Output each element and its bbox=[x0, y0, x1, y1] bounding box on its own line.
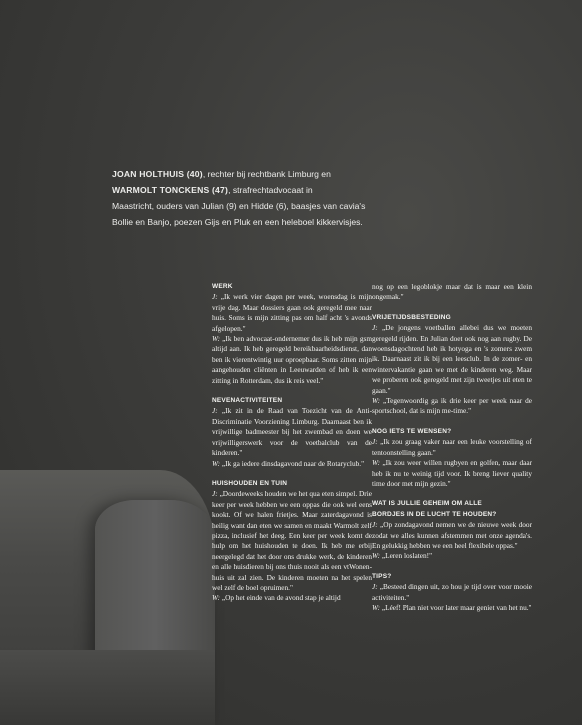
intro-line-2: WARMOLT TONCKENS (47), strafrechtadvocaat in bbox=[112, 185, 313, 195]
paragraph bbox=[212, 406, 372, 458]
speaker-initial: W: bbox=[212, 334, 221, 344]
paragraph-text: „Besteed dingen uit, zo hou je tijd over voor mooie activiteiten." bbox=[372, 582, 532, 602]
paragraph-text: „Ik zou weer willen rugbyen en golfen, maar daar heb ik nu te weinig tijd voor. Ik breng liever quality time door met mijn gezin." bbox=[372, 458, 532, 488]
paragraph bbox=[212, 459, 372, 469]
speaker-initial: J: bbox=[372, 582, 378, 592]
paragraph bbox=[212, 334, 372, 386]
section-heading: WAT IS JULLIE GEHEIM OM ALLE bbox=[372, 500, 482, 508]
paragraph-text: „Doordeweeks houden we het qua eten simpel. Drie keer per week hebben we een oppas die ook wel eens kookt. Of we halen frietjes. Maar zaterdagavond is heilig want dan eten we samen en maakt Warmolt zelf pizza, inclusief het deeg. Een keer per week komt de hulp om het huishouden te doen. Ik heb me erbij neergelegd dat het door ons drukke werk, de kinderen en alle huisdieren bij ons thuis nooit als een vtWonen-huis uit zal zien. De kinderen moeten na het spelen wel zelf de boel opruimen." bbox=[212, 489, 372, 592]
speaker-initial: W: bbox=[372, 551, 381, 561]
paragraph bbox=[372, 458, 532, 489]
article-column-left bbox=[212, 282, 372, 604]
paragraph bbox=[372, 282, 532, 303]
paragraph bbox=[372, 520, 532, 551]
section-heading: HUISHOUDEN EN TUIN bbox=[212, 479, 288, 487]
speaker-initial: W: bbox=[372, 458, 381, 468]
paragraph-text: „Ik werk vier dagen per week, woensdag is mijn vrije dag. Maar dossiers gaan ook geregeld mee naar huis. Soms is mijn zitting pas om half acht 's avonds afgelopen." bbox=[212, 292, 372, 333]
speaker-initial: J: bbox=[212, 292, 218, 302]
paragraph-text: „Ik ga iedere dinsdagavond naar de Rotaryclub." bbox=[220, 458, 365, 468]
paragraph-text: „De jongens voetballen allebei dus we moeten geregeld rijden. En Julian doet ook nog aan rugby. De woensdagochtend heb ik hotyoga en 's zomers zwem ik. Daarnaast zit ik bij een leesclub. In de zomer- en wintervakantie gaan we met de kinderen weg. Maar we proberen ook geregeld met zijn tweetjes uit eten te gaan." bbox=[372, 323, 532, 395]
paragraph-text: „Ik ben advocaat-ondernemer dus ik heb mijn gsm altijd aan. Ik heb geregeld bereikbaarheidsdienst, dan ben ik vierentwintig uur oproepbaar. Soms zitten mijn aangehouden cliënten in Leeuwarden of heb ik een zitting in Rotterdam, dus ik reis veel." bbox=[212, 334, 372, 385]
section-heading: WERK bbox=[212, 283, 233, 290]
section-heading: TIPS? bbox=[372, 572, 392, 580]
section-heading: NEVENACTIVITEITEN bbox=[212, 397, 283, 405]
paragraph bbox=[212, 489, 372, 593]
section-heading: VRIJETIJDSBESTEDING bbox=[372, 313, 451, 321]
paragraph-text: „Ik zou graag vaker naar een leuke voorstelling of tentoonstelling gaan." bbox=[372, 437, 532, 457]
person-name-joan: JOAN HOLTHUIS (40) bbox=[112, 169, 203, 179]
article-column-right bbox=[372, 282, 532, 613]
section-heading: NOG IETS TE WENSEN? bbox=[372, 427, 452, 435]
paragraph-text: nog op een legoblokje maar dat is maar een klein ongemak." bbox=[372, 282, 532, 302]
paragraph bbox=[212, 292, 372, 334]
section-heading: BORDJES IN DE LUCHT TE HOUDEN? bbox=[372, 510, 497, 518]
paragraph-text: „Tegenwoordig ga ik drie keer per week naar de sportschool, dat is mijn me-time." bbox=[372, 396, 532, 416]
paragraph bbox=[212, 593, 372, 603]
person-name-warmolt: WARMOLT TONCKENS (47) bbox=[112, 185, 229, 195]
paragraph-text: „Léef! Plan niet voor later maar geniet van het nu." bbox=[380, 602, 532, 612]
intro-line-3: Maastricht, ouders van Julian (9) en Hidde (6), baasjes van cavia's bbox=[112, 201, 366, 211]
paragraph bbox=[372, 437, 532, 458]
paragraph bbox=[372, 396, 532, 417]
speaker-initial: J: bbox=[212, 406, 218, 416]
paragraph-text: „Ik zit in de Raad van Toezicht van de Anti-Discriminatie Voorziening Limburg. Daarnaast ben ik vrijwillige badmeester bij het zwembad en doen we vrijwilligerswerk voor de voetbalclub van de kinderen." bbox=[212, 406, 372, 458]
speaker-initial: W: bbox=[372, 602, 381, 612]
speaker-initial: J: bbox=[372, 520, 378, 530]
paragraph bbox=[372, 323, 532, 396]
speaker-initial: W: bbox=[212, 593, 221, 603]
speaker-initial: J: bbox=[372, 437, 378, 447]
intro-line-1: JOAN HOLTHUIS (40), rechter bij rechtbank Limburg en bbox=[112, 169, 331, 179]
paragraph bbox=[372, 582, 532, 603]
paragraph-text: „Op zondagavond nemen we de nieuwe week door zodat we alles kunnen afstemmen met onze agenda's. En gelukkig hebben we een heel flexibele oppas." bbox=[372, 520, 532, 550]
paragraph-text: „Leren loslaten!" bbox=[380, 551, 433, 561]
speaker-initial: J: bbox=[372, 323, 378, 333]
speaker-initial: W: bbox=[212, 458, 221, 468]
paragraph bbox=[372, 551, 532, 561]
speaker-initial: J: bbox=[212, 489, 218, 499]
speaker-initial: W: bbox=[372, 396, 381, 406]
intro-block bbox=[112, 166, 412, 230]
intro-line-4: Bollie en Banjo, poezen Gijs en Pluk en een heleboel kikkervisjes. bbox=[112, 217, 363, 227]
paragraph-text: „Op het einde van de avond stap je altijd bbox=[220, 593, 341, 603]
armchair-seat bbox=[0, 650, 215, 725]
paragraph bbox=[372, 603, 532, 613]
